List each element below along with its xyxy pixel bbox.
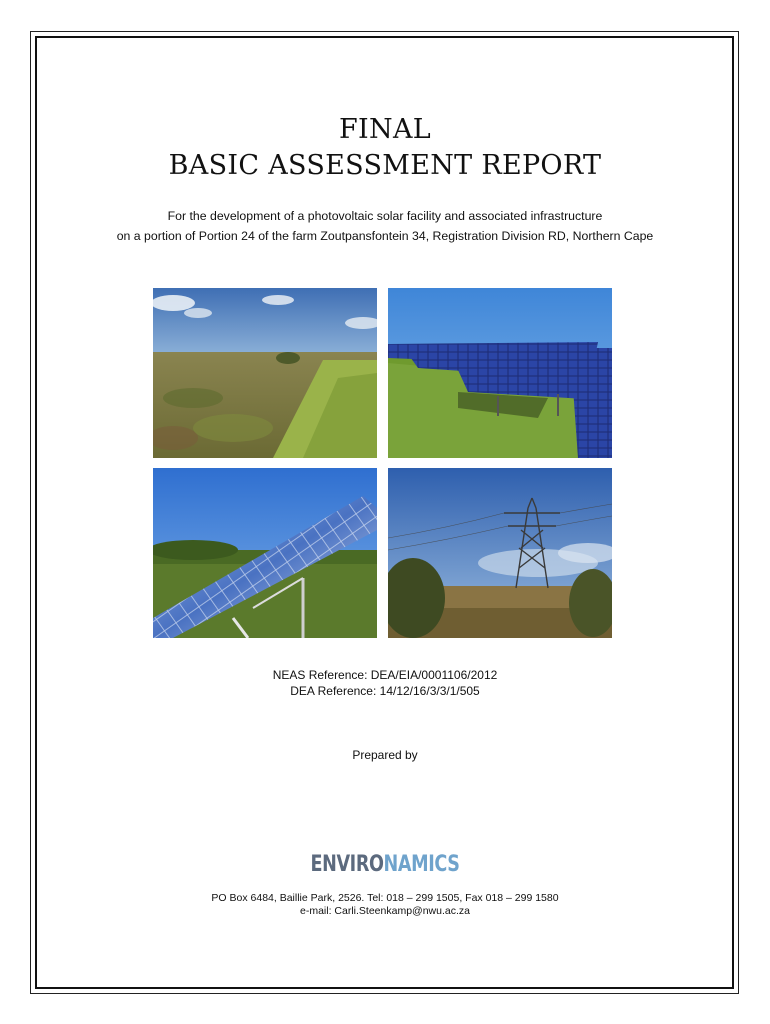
- contact-address: PO Box 6484, Baillie Park, 2526. Tel: 018 – 299 1505, Fax 018 – 299 1580: [211, 892, 559, 904]
- dea-reference: DEA Reference: 14/12/16/3/3/1/505: [290, 684, 480, 698]
- photo-tilted-solar-panel: [153, 468, 377, 638]
- logo-text-enviro: ENVIRO: [310, 852, 384, 877]
- prepared-by-label: Prepared by: [352, 748, 418, 762]
- environamics-logo: [77, 852, 693, 877]
- report-title-main: BASIC ASSESSMENT REPORT: [168, 150, 602, 181]
- report-subtitle-line1: For the development of a photovoltaic solar facility and associated infrastructure: [167, 209, 603, 223]
- neas-reference: NEAS Reference: DEA/EIA/0001106/2012: [272, 668, 498, 682]
- logo-text-namics: NAMICS: [383, 852, 460, 877]
- photo-grassland: [153, 288, 377, 458]
- photo-power-pylon: [388, 468, 612, 638]
- contact-email: e-mail: Carli.Steenkamp@nwu.ac.za: [300, 905, 470, 917]
- report-subtitle-line2: on a portion of Portion 24 of the farm Zoutpansfontein 34, Registration Division RD, Northern Cape: [116, 229, 654, 243]
- photo-solar-panel-rows: [388, 288, 612, 458]
- report-title-final: FINAL: [339, 114, 431, 145]
